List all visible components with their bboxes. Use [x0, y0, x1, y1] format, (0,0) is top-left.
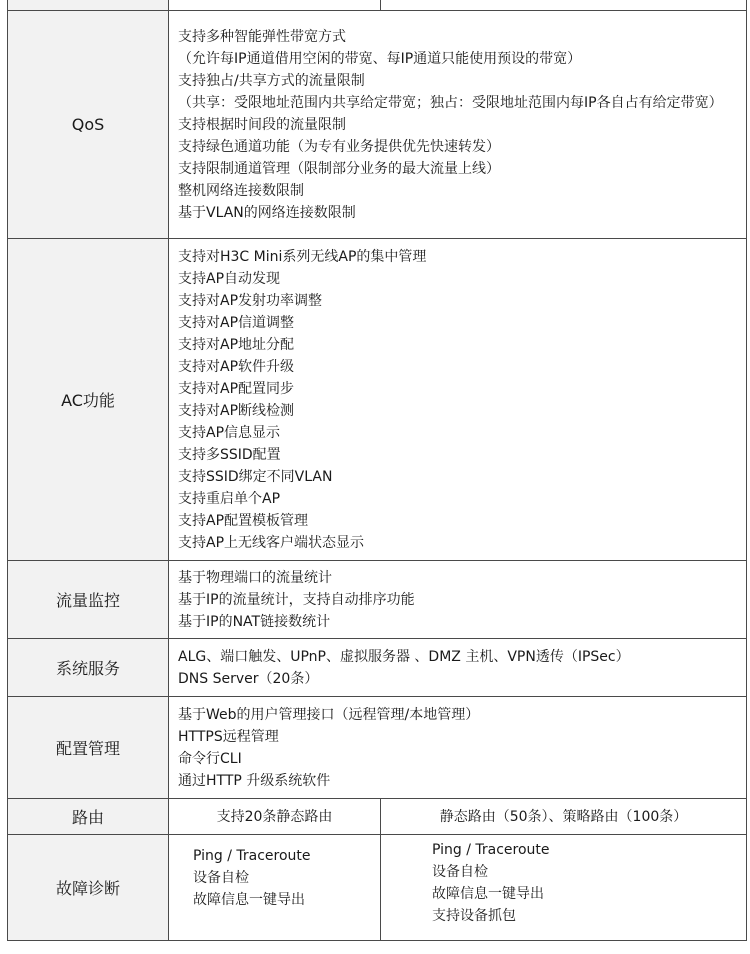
list-item: 支持重启单个AP — [178, 490, 281, 507]
row-content-config — [169, 697, 747, 799]
list-item: 基于IP的NAT链接数统计 — [178, 613, 331, 630]
list-item: 设备自检 — [193, 870, 249, 886]
table-row-services — [8, 639, 747, 697]
row-content-ac — [169, 239, 747, 561]
list-item: 故障信息一键导出 — [432, 886, 544, 902]
row-label-empty — [8, 0, 169, 11]
list-item: 支持对AP地址分配 — [178, 336, 295, 353]
row-label-services: 系统服务 — [8, 639, 169, 697]
list-item: 支持独占/共享方式的流量限制 — [178, 72, 365, 89]
list-item: 支持对AP配置同步 — [178, 380, 295, 397]
row-cell-empty-right — [381, 0, 747, 11]
list-item: DNS Server（20条） — [178, 670, 319, 687]
list-item: 设备自检 — [432, 864, 488, 880]
row-label-diag: 故障诊断 — [8, 835, 169, 941]
table-row-traffic — [8, 561, 747, 639]
table-row-qos — [8, 11, 747, 239]
list-item: 基于物理端口的流量统计 — [178, 569, 332, 586]
list-item: 支持对AP断线检测 — [178, 402, 295, 419]
list-item: 支持设备抓包 — [432, 908, 516, 924]
list-item: 支持AP自动发现 — [178, 270, 281, 287]
list-item: 支持根据时间段的流量限制 — [178, 116, 346, 133]
table-row-ac — [8, 239, 747, 561]
list-item: 通过HTTP 升级系统软件 — [178, 772, 331, 789]
routing-left-cell: 支持20条静态路由 — [169, 799, 381, 835]
list-item: 支持对AP软件升级 — [178, 358, 295, 375]
spec-table — [7, 0, 747, 941]
list-item: 支持AP上无线客户端状态显示 — [178, 534, 365, 551]
row-label-qos: QoS — [8, 11, 169, 239]
table-row-routing — [8, 799, 747, 835]
diag-right-cell — [381, 835, 747, 941]
list-item: 支持多SSID配置 — [178, 446, 281, 463]
routing-right-cell: 静态路由（50条）、策略路由（100条） — [381, 799, 747, 835]
list-item: 支持多种智能弹性带宽方式 — [178, 28, 346, 45]
list-item: 基于IP的流量统计，支持自动排序功能 — [178, 591, 415, 608]
list-item: 基于Web的用户管理接口（远程管理/本地管理） — [178, 706, 480, 723]
list-item: 基于VLAN的网络连接数限制 — [178, 204, 356, 221]
row-content-services — [169, 639, 747, 697]
list-item: 支持对AP信道调整 — [178, 314, 295, 331]
list-item: 支持AP信息显示 — [178, 424, 281, 441]
list-item: HTTPS远程管理 — [178, 728, 279, 745]
list-item: 支持AP配置模板管理 — [178, 512, 309, 529]
list-item: 支持限制通道管理（限制部分业务的最大流量上线） — [178, 160, 500, 177]
list-item: 支持对H3C Mini系列无线AP的集中管理 — [178, 248, 427, 265]
row-cell-empty-left — [169, 0, 381, 11]
row-content-traffic — [169, 561, 747, 639]
table-row-diag — [8, 835, 747, 941]
row-content-qos — [169, 11, 747, 239]
list-item: （共享：受限地址范围内共享给定带宽；独占：受限地址范围内每IP各自占有给定带宽） — [178, 94, 723, 111]
list-item: 支持SSID绑定不同VLAN — [178, 468, 333, 485]
list-item: 故障信息一键导出 — [193, 892, 305, 908]
list-item: ALG、端口触发、UPnP、虚拟服务器 、DMZ 主机、VPN透传（IPSec） — [178, 648, 630, 665]
row-label-routing: 路由 — [8, 799, 169, 835]
row-label-traffic: 流量监控 — [8, 561, 169, 639]
table-row-config — [8, 697, 747, 799]
row-label-config: 配置管理 — [8, 697, 169, 799]
list-item: 整机网络连接数限制 — [178, 182, 304, 199]
list-item: 支持对AP发射功率调整 — [178, 292, 323, 309]
list-item: Ping / Traceroute — [432, 842, 550, 858]
diag-left-cell — [169, 835, 381, 941]
list-item: 支持绿色通道功能（为专有业务提供优先快速转发） — [178, 138, 500, 155]
list-item: Ping / Traceroute — [193, 848, 311, 864]
list-item: （允许每IP通道借用空闲的带宽、每IP通道只能使用预设的带宽） — [178, 50, 582, 67]
table-row-top-partial — [8, 0, 747, 11]
list-item: 命令行CLI — [178, 750, 242, 767]
row-label-ac: AC功能 — [8, 239, 169, 561]
